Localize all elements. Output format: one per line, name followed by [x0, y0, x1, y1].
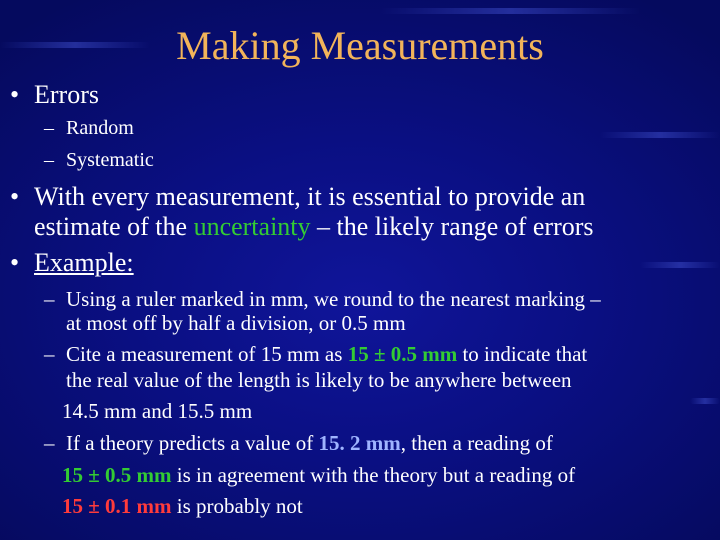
- background-streak: [600, 132, 720, 138]
- disagree-value: 15 ± 0.1 mm: [62, 494, 172, 518]
- theory-pre: If a theory predicts a value of: [66, 431, 319, 455]
- sub-bullet-cite: [44, 342, 588, 367]
- uncertainty-line2-pre: estimate of the: [34, 212, 194, 241]
- agree-value: 15 ± 0.5 mm: [62, 463, 172, 487]
- background-streak: [380, 8, 640, 14]
- sub-bullet-ruler: [44, 287, 601, 312]
- uncertainty-line2-post: – the likely range of errors: [310, 212, 594, 241]
- bullet-errors-text: Errors: [34, 80, 99, 109]
- bullet-example: [10, 248, 134, 278]
- theory-value: 15. 2 mm: [318, 431, 401, 455]
- bullet-dot: •: [10, 80, 20, 109]
- ruler-line1: Using a ruler marked in mm, we round to the nearest marking –: [66, 287, 601, 311]
- disagree-line: [62, 494, 303, 519]
- bullet-dot: •: [10, 248, 20, 277]
- systematic-text: Systematic: [66, 149, 154, 171]
- cite-line3: 14.5 mm and 15.5 mm: [62, 399, 253, 423]
- ruler-line2: at most off by half a division, or 0.5 mm: [66, 311, 406, 335]
- background-streak: [690, 398, 720, 404]
- slide-title: Making Measurements: [176, 23, 544, 68]
- background-streak: [640, 262, 720, 268]
- uncertainty-line1: With every measurement, it is essential to provide an: [34, 182, 586, 211]
- example-text: Example:: [34, 248, 134, 277]
- bullet-uncertainty: [10, 182, 586, 212]
- cite-line2: the real value of the length is likely to be anywhere between: [66, 368, 572, 392]
- agree-line: [62, 463, 575, 488]
- sub-bullet-systematic: [44, 148, 154, 172]
- uncertainty-line2: [34, 212, 594, 242]
- theory-post: , then a reading of: [400, 431, 553, 455]
- sub-bullet-random: [44, 116, 134, 140]
- dash-marker: –: [44, 149, 54, 171]
- bullet-errors: [10, 80, 99, 110]
- disagree-post: is probably not: [171, 494, 303, 518]
- cite-value: 15 ± 0.5 mm: [347, 342, 458, 366]
- cite-post: to indicate that: [457, 342, 588, 366]
- uncertainty-word: uncertainty: [193, 212, 311, 241]
- bullet-dot: •: [10, 182, 20, 211]
- random-text: Random: [66, 117, 134, 139]
- sub-bullet-theory: [44, 431, 553, 456]
- theory-line1: [66, 431, 553, 456]
- dash-marker: –: [44, 117, 54, 139]
- cite-line1: [66, 342, 587, 367]
- agree-post: is in agreement with the theory but a reading of: [171, 463, 576, 487]
- dash-marker: –: [44, 431, 55, 455]
- dash-marker: –: [44, 342, 55, 366]
- dash-marker: –: [44, 287, 55, 311]
- cite-pre: Cite a measurement of 15 mm as: [66, 342, 348, 366]
